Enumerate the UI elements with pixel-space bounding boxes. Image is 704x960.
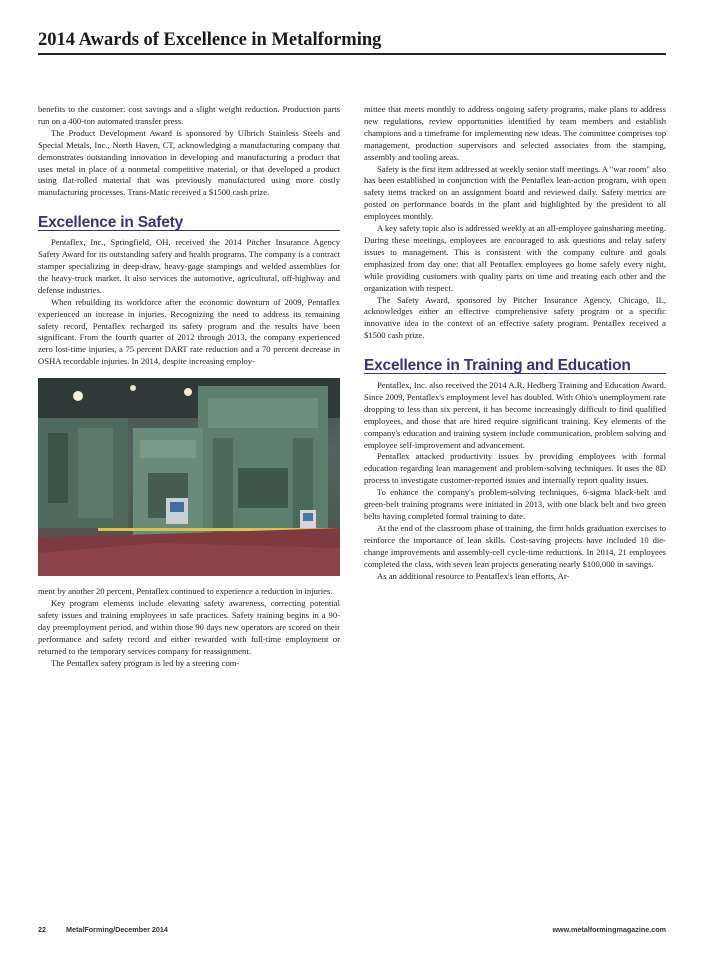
body-paragraph: As an additional resource to Pentaflex's lean efforts, Ar- bbox=[377, 570, 570, 581]
body-paragraph: benefits to the customer: cost savings and a slight weight reduction. Production parts run on a 400-ton automated transfer press. bbox=[38, 104, 340, 126]
body-paragraph: To enhance the company's problem-solving techniques, 6-sigma black-belt and green-belt training programs were initiated in 2013, with one black belt and two green belts having completed formal training to date. bbox=[364, 487, 666, 521]
body-paragraph: ment by another 20 percent, Pentaflex continued to experience a reduction in injuries. bbox=[38, 586, 333, 597]
body-paragraph: A key safety topic also is addressed weekly at an all-employee gainsharing meeting. During these meetings, employees are encouraged to ask questions and relay safety issues to management. This is consistent with the company culture and goals emphasized from day one: that all Pentaflex employees go home safely every night, while providing customers with quality parts on time and treating each other and the organization with respect. bbox=[364, 223, 666, 293]
publication-issue: MetalForming/December 2014 bbox=[66, 925, 168, 934]
body-paragraph: The Safety Award, sponsored by Pitcher Insurance Agency, Chicago, IL, acknowledges either an effective comprehensive safety program or a specific innovative idea in the context of an effective safety program. Pentaflex received a $1500 cash prize. bbox=[364, 294, 666, 341]
page-header bbox=[38, 30, 666, 55]
magazine-url: www.metalformingmagazine.com bbox=[552, 925, 666, 934]
body-paragraph: The Product Development Award is sponsored by Ulbrich Stainless Steels and Special Metals, Inc., North Haven, CT, acknowledging a manufacturing company that demonstrates outstanding innovation in developing and manufacturing a product that uses metal in place of a nonmetal competitive material, or that developed a product using flat-rolled material that was previously manufactured using more costly manufacturing processes. Trans-Matic received a $1500 cash prize. bbox=[38, 127, 340, 198]
right-column bbox=[364, 104, 666, 582]
factory-press-photo bbox=[38, 378, 340, 576]
body-paragraph: Safety is the first item addressed at weekly senior staff meetings. A "war room" also has been established in conjunction with the Pentaflex lean-action program, with open safety items tracked on an assignment board and reviewed daily. Safety metrics are posted on performance boards in the plant and highlighted by the president to all employees monthly. bbox=[364, 163, 666, 222]
body-paragraph: At the end of the classroom phase of training, the firm holds graduation exercises to reinforce the importance of lean skills. Cost-saving projects have included 10 die-change improvements and assembly-cell cycle-time reductions. In 2014, 21 employees completed the class, with seven lean projects generating nearly $100,000 in savings. bbox=[364, 522, 666, 569]
body-paragraph: Pentaflex, Inc. also received the 2014 A.R. Hedberg Training and Education Award. Since 2009, Pentaflex's employment level has doubled. With Ohio's unemployment rate dropping to less than six percent, it has become increasingly difficult to find qualified employees, and those that are hired require significant training. Key elements of the company's education and training system include communication, problem solving and employee self-improvement and advancement. bbox=[364, 380, 666, 450]
body-paragraph: The Pentaflex safety program is led by a steering com- bbox=[51, 657, 240, 668]
body-paragraph: When rebuilding its workforce after the economic downturn of 2009, Pentaflex experienced an increase in injuries. Recognizing the need to address its remaining safety record, Pentaflex recharged its safety program and the results have been significant. From the fourth quarter of 2012 through 2013, the company experienced zero lost-time injuries, a 75 percent DART rate reduction and a 70 percent decrease in OSHA recordable injuries. In 2014, despite increasing employ- bbox=[38, 296, 340, 367]
body-paragraph: Pentaflex attacked productivity issues by providing employees with formal education regarding lean management and problem-solving techniques. It uses the 8D process to investigate customer-reported issues and internally report quality issues. bbox=[364, 451, 666, 486]
press-machinery-illustration bbox=[38, 378, 340, 576]
page-title: 2014 Awards of Excellence in Metalforming bbox=[38, 30, 382, 50]
section-heading-training: Excellence in Training and Education bbox=[364, 360, 666, 374]
section-heading-safety: Excellence in Safety bbox=[38, 217, 340, 231]
left-column bbox=[38, 104, 340, 669]
body-paragraph: Pentaflex, Inc., Springfield, OH, received the 2014 Pitcher Insurance Agency Safety Award for its outstanding safety and health programs. The company is a contract stamper specializing in deep-draw, heavy-gage stampings and welded assemblies for the heavy-truck market. It also services the automotive, agricultural, off-highway and defense industries. bbox=[38, 237, 340, 295]
page-number: 22 bbox=[38, 925, 46, 934]
body-paragraph: Key program elements include elevating safety awareness, correcting potential safety issues and training employees in safe practices. Safety training begins in a 90-day preemployment period, and within those 90 days new operators are scored on their performance and safety record and either rewarded with full-time employment or returned to the temporary services company for reassignment. bbox=[38, 598, 340, 656]
body-paragraph: mittee that meets monthly to address ongoing safety programs, make plans to address new regulations, review opportunities identified by team members and establish champions and a timeframe for implementing new ideas. The committee comprises top management, production supervisors and selected associates from the stamping, assembly and tooling areas. bbox=[364, 104, 666, 162]
